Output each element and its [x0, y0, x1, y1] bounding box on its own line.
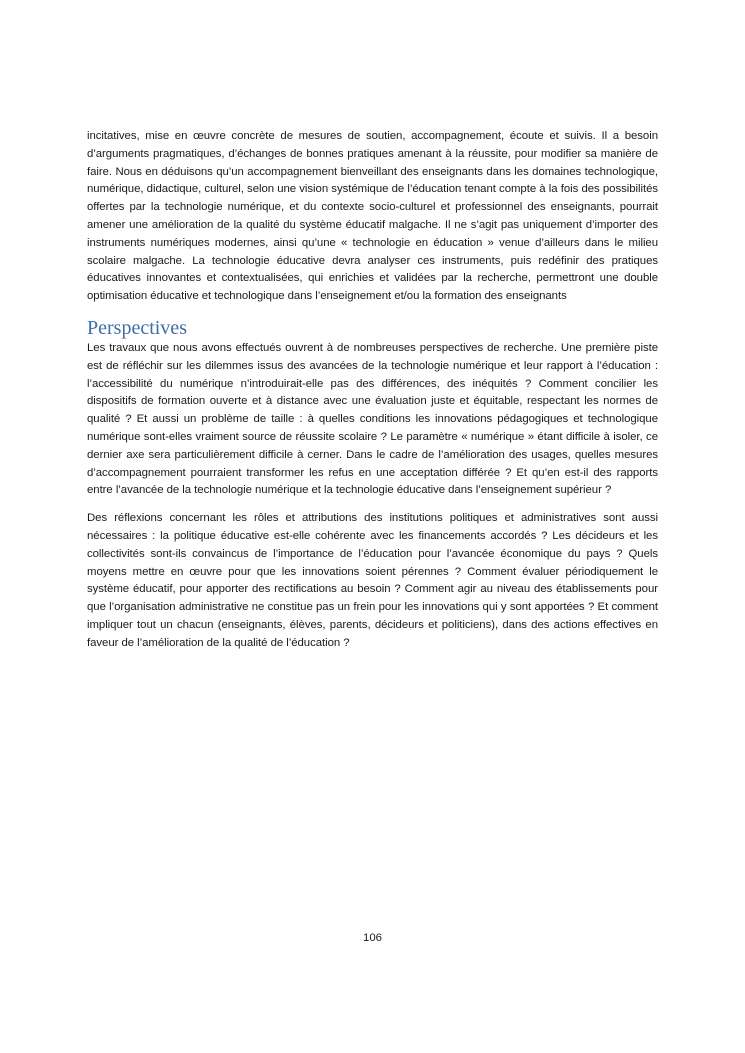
perspectives-paragraph-2: Des réflexions concernant les rôles et attributions des institutions politiques et administratives sont aussi nécessaires : la politique éducative est-elle cohérente avec les financements accordés ? Les décideurs et les collectivités sont-ils convaincus de l’importance de l’éducation pour l’avancée économique du pays ? Quels moyens mettre en œuvre pour que les innovations soient pérennes ? Comment évaluer périodiquement le système éducatif, pour apporter des rectifications au besoin ? Comment agir au niveau des établissements pour que l’organisation administrative ne constitue pas un frein pour les innovations qui y sont apportées ? Et comment impliquer tout un chacun (enseignants, élèves, parents, décideurs et politiciens), dans des actions effectives en faveur de l’amélioration de la qualité de l’éducation ? — [87, 512, 658, 649]
perspectives-paragraph-1: Les travaux que nous avons effectués ouvrent à de nombreuses perspectives de recherche. Une première piste est de réfléchir sur les dilemmes issus des avancées de la technologie numérique et leur rapport à l’éducation : l’accessibilité du numérique n’introduirait-elle pas des différences, des inéquités ? Comment concilier les dispositifs de formation ouverte et à distance avec une évaluation juste et équitable, respectant les normes de qualité ? Et aussi un problème de taille : à quelles conditions les innovations pédagogiques et technologique numérique sont-elles vraiment source de réussite scolaire ? Le paramètre « numérique » étant difficile à isoler, ce dernier axe sera particulièrement difficile à cerner. Dans le cadre de l’amélioration des usages, quelles mesures d’accompagnement pourraient transformer les refus en une acceptation différée ? Et qu’en est-il des rapports entre l’avancée de la technologie numérique et la technologie éducative dans l’enseignement supérieur ? — [87, 341, 658, 497]
section-heading-perspectives: Perspectives — [87, 316, 187, 339]
intro-paragraph: incitatives, mise en œuvre concrète de mesures de soutien, accompagnement, écoute et suivis. Il a besoin d’arguments pragmatiques, d’échanges de bonnes pratiques amenant à la réussite, pour modifier sa manière de faire. Nous en déduisons qu’un accompagnement bienveillant des enseignants dans les domaines technologique, numérique, didactique, culturel, selon une vision systémique de l’éducation tenant compte à la fois des possibilités offertes par la technologie numérique, et du contexte socio-culturel et professionnel des enseignants, pourrait amener une amélioration de la qualité du système éducatif malgache. Il ne s’agit pas uniquement d’importer des instruments numériques modernes, ainsi qu’une « technologie en éducation » venue d’ailleurs dans le milieu scolaire malgache. La technologie éducative devra analyser ces instruments, puis redéfinir des pratiques éducatives innovantes et contextualisées, qui enrichies et validées par la recherche, permettront une double optimisation éducative et technologique dans l’enseignement et/ou la formation des enseignants — [87, 130, 658, 303]
page-number: 106 — [362, 932, 382, 944]
page-body — [87, 128, 658, 653]
